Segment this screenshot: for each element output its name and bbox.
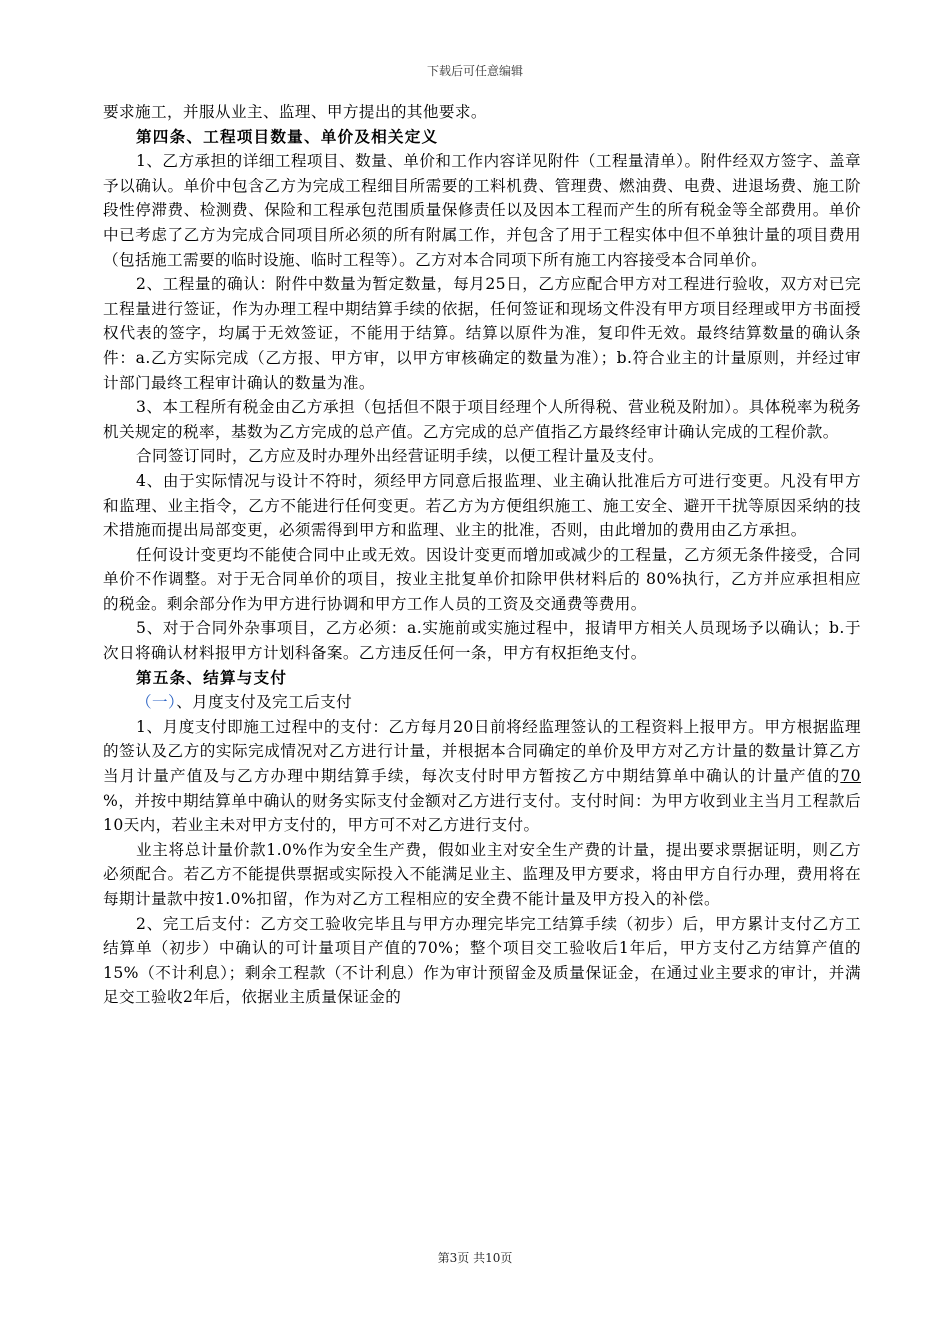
section-heading-article-4: 第四条、工程项目数量、单价及相关定义 (136, 127, 439, 146)
paragraph-4-4: 4、由于实际情况与设计不符时，须经甲方同意后报监理、业主确认批准后方可进行变更。凡没有甲方和监理、业主指令，乙方不能进行任何变更。若乙方为方便组织施工、施工安全、避开干扰等原因采纳的技术措施而提出局部变更，必须需得到甲方和监理、业主的批准，否则，由此增加的费用由乙方承担。 (103, 471, 861, 540)
document-body (103, 100, 861, 1010)
subsection-title: 、月度支付及完工后支付 (176, 693, 353, 712)
paragraph-5-1-part-a: 1、月度支付即施工过程中的支付：乙方每月20日前将经监理签认的工程资料上报甲方。甲方根据监理的签认及乙方的实际完成情况对乙方进行计量，并根据本合同确定的单价及甲方对乙方计量的数量计算乙方当月计量产值及与乙方办理中期结算手续，每次支付时甲方暂按乙方中期结算单中确认的计量产值的 (103, 717, 861, 786)
paragraph-continuation: 要求施工，并服从业主、监理、甲方提出的其他要求。 (103, 103, 487, 121)
paragraph-5-1-part-b: %，并按中期结算单中确认的财务实际支付金额对乙方进行支付。支付时间：为甲方收到业主当月工程款后10天内，若业主未对甲方支付的，甲方可不对乙方进行支付。 (103, 791, 861, 835)
page-header: 下载后可任意编辑 (426, 64, 523, 78)
payment-percentage: 70 (840, 767, 861, 786)
paragraph-5-2: 2、完工后支付：乙方交工验收完毕且与甲方办理完毕完工结算手续（初步）后，甲方累计支付乙方工结算单（初步）中确认的可计量项目产值的70%；整个项目交工验收后1年后，甲方支付乙方结算产值的15%（不计利息）；剩余工程款（不计利息）作为审计预留金及质量保证金，在通过业主要求的审计，并满足交工验收2年后，依据业主质量保证金的 (103, 914, 861, 1007)
paragraph-4-3-note: 合同签订同时，乙方应及时办理外出经营证明手续，以便工程计量及支付。 (136, 447, 664, 466)
paragraph-4-2: 2、工程量的确认：附件中数量为暂定数量，每月25日，乙方应配合甲方对工程进行验收，双方对已完工程量进行签证，作为办理工程中期结算手续的依据，任何签证和现场文件没有甲方项目经理或甲方书面授权代表的签字，均属于无效签证，不能用于结算。结算以原件为准，复印件无效。最终结算数量的确认条件：a.乙方实际完成（乙方报、甲方审，以甲方审核确定的数量为准）；b.符合业主的计量原则，并经过审计部门最终工程审计确认的数量为准。 (103, 275, 861, 392)
paragraph-4-1: 1、乙方承担的详细工程项目、数量、单价和工作内容详见附件（工程量清单）。附件经双方签字、盖章予以确认。单价中包含乙方为完成工程细目所需要的工料机费、管理费、燃油费、电费、进退场费、施工阶段性停滞费、检测费、保险和工程承包范围质量保修责任以及因本工程而产生的所有税金等全部费用。单价中已考虑了乙方为完成合同项目所必须的所有附属工作，并包含了用于工程实体中但不单独计量的项目费用（包括施工需要的临时设施、临时工程等）。乙方对本合同项下所有施工内容接受本合同单价。 (103, 152, 861, 269)
page-footer: 第3页 共10页 (437, 1251, 513, 1265)
paragraph-4-4-note: 任何设计变更均不能使合同中止或无效。因设计变更而增加或减少的工程量，乙方须无条件接受，合同单价不作调整。对于无合同单价的项目，按业主批复单价扣除甲供材料后的 80%执行，乙方并应承担相应的税金。剩余部分作为甲方进行协调和甲方工作人员的工资及交通费等费用。 (103, 545, 861, 613)
subsection-number: （一） (136, 693, 177, 712)
paragraph-5-1-safety: 业主将总计量价款1.0%作为安全生产费，假如业主对安全生产费的计量，提出要求票据证明，则乙方必须配合。若乙方不能提供票据或实际投入不能满足业主、监理及甲方要求，将由甲方自行办理，费用将在每期计量款中按1.0%扣留，作为对乙方工程相应的安全费不能计量及甲方投入的补偿。 (103, 840, 861, 908)
paragraph-5-1 (103, 715, 861, 838)
paragraph-4-5: 5、对于合同外杂事项目，乙方必须：a.实施前或实施过程中，报请甲方相关人员现场予以确认；b.于次日将确认材料报甲方计划科备案。乙方违反任何一条，甲方有权拒绝支付。 (103, 619, 861, 663)
paragraph-4-3: 3、本工程所有税金由乙方承担（包括但不限于项目经理个人所得税、营业税及附加）。具体税率为税务机关规定的税率，基数为乙方完成的总产值。乙方完成的总产值指乙方最终经审计确认完成的工程价款。 (103, 398, 861, 441)
subsection-heading-1 (103, 690, 861, 715)
section-heading-article-5: 第五条、结算与支付 (136, 668, 288, 687)
